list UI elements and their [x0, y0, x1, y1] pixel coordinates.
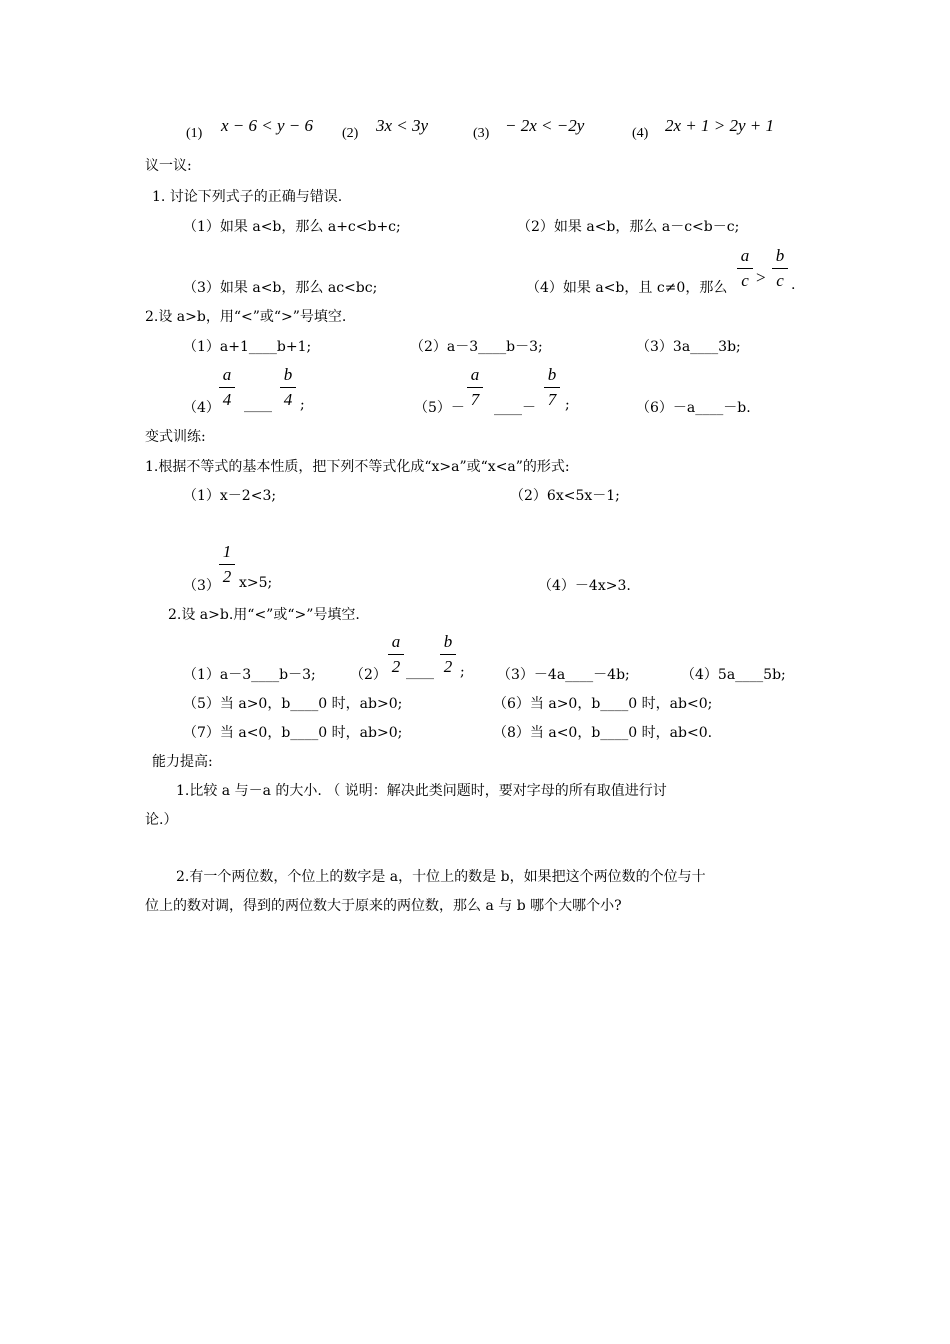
variant-fraction-a-over-2	[388, 632, 404, 677]
discuss-fraction-a-over-c	[737, 246, 753, 291]
top-item-expr-2: 3x < 3y	[376, 116, 429, 135]
discuss-q2-item-5: （5）－	[414, 400, 465, 416]
discuss-q2-item-1: （1）a+1____b+1;	[183, 339, 312, 355]
variant-q1-item-2: （2）6x<5x－1;	[510, 488, 620, 504]
top-item-label-1: (1)	[186, 126, 203, 141]
top-item-expr-1: x − 6 < y − 6	[221, 116, 314, 135]
discuss-fraction-a-over-7	[467, 365, 483, 410]
discuss-q2-title: 2.设 a>b，用“<”或“>”号填空.	[145, 309, 347, 325]
fraction-numerator: a	[222, 365, 232, 384]
fraction-bar	[219, 387, 235, 388]
discuss-q1-item-4-tail: .	[791, 277, 796, 293]
discuss-heading: 议一议:	[145, 158, 192, 174]
top-item-label-2: (2)	[342, 126, 359, 141]
fraction-denominator: 2	[222, 567, 232, 586]
fraction-bar	[467, 387, 483, 388]
fraction-numerator: a	[740, 246, 750, 265]
variant-q1-item-1: （1）x－2<3;	[183, 488, 277, 504]
fraction-bar	[737, 268, 753, 269]
fraction-numerator: a	[391, 632, 401, 651]
variant-q1-title: 1.根据不等式的基本性质，把下列不等式化成“x>a”或“x<a”的形式:	[145, 459, 570, 475]
fraction-numerator: a	[470, 365, 480, 384]
variant-q2-item-6: （6）当 a>0，b____0 时，ab<0;	[493, 696, 713, 712]
fraction-denominator: c	[776, 271, 784, 290]
fraction-denominator: 2	[391, 657, 401, 676]
variant-q2-blank-2: ____	[406, 664, 434, 680]
variant-q2-title: 2.设 a>b.用“<”或“>”号填空.	[168, 607, 360, 623]
improve-q1-line-1: 1.比较 a 与－a 的大小. （ 说明：解决此类问题时，要对字母的所有取值进行讨	[176, 783, 667, 799]
fraction-numerator: 1	[222, 542, 232, 561]
fraction-denominator: c	[741, 271, 749, 290]
discuss-q2-blank-5: ____－	[494, 400, 536, 416]
variant-q2-item-1: （1）a－3____b－3;	[183, 667, 316, 683]
fraction-denominator: 2	[443, 657, 453, 676]
fraction-bar	[219, 564, 235, 565]
discuss-gt-symbol: >	[756, 268, 766, 287]
discuss-q2-item-6: （6）－a____－b.	[636, 400, 751, 416]
top-item-label-3: (3)	[473, 126, 490, 141]
fraction-bar	[772, 268, 788, 269]
discuss-q1-item-1: （1）如果 a<b，那么 a+c<b+c;	[183, 219, 401, 235]
fraction-bar	[280, 387, 296, 388]
improve-heading: 能力提高:	[152, 754, 213, 770]
improve-q2-line-2: 位上的数对调，得到的两位数大于原来的两位数，那么 a 与 b 哪个大哪个小?	[145, 898, 622, 914]
fraction-bar	[440, 654, 456, 655]
variant-q2-item-5: （5）当 a>0，b____0 时，ab>0;	[183, 696, 403, 712]
variant-q2-item-3: （3）－4a____－4b;	[497, 667, 630, 683]
fraction-denominator: 7	[470, 390, 480, 409]
variant-q2-item-2: （2）	[350, 667, 387, 683]
variant-q2-item-7: （7）当 a<0，b____0 时，ab>0;	[183, 725, 403, 741]
discuss-fraction-b-over-7	[544, 365, 560, 410]
discuss-q1-item-2: （2）如果 a<b，那么 a－c<b－c;	[517, 219, 740, 235]
improve-q1-line-2: 论.）	[145, 812, 178, 828]
fraction-bar	[544, 387, 560, 388]
variant-q2-item-4: （4）5a____5b;	[681, 667, 786, 683]
discuss-q1-item-3: （3）如果 a<b，那么 ac<bc;	[183, 280, 378, 296]
top-item-expr-3: − 2x < −2y	[505, 116, 585, 135]
fraction-denominator: 4	[222, 390, 232, 409]
discuss-fraction-b-over-c	[772, 246, 788, 291]
variant-heading: 变式训练:	[145, 429, 206, 445]
variant-q1-item-3-tail: x>5;	[239, 575, 273, 591]
fraction-numerator: b	[775, 246, 785, 265]
variant-fraction-1-over-2	[219, 542, 235, 587]
discuss-q1-title: 1. 讨论下列式子的正确与错误.	[152, 189, 343, 205]
variant-fraction-b-over-2	[440, 632, 456, 677]
variant-q1-item-4: （4）－4x>3.	[538, 578, 631, 594]
discuss-q2-tail-4: ;	[300, 397, 305, 413]
variant-q2-item-8: （8）当 a<0，b____0 时，ab<0.	[493, 725, 713, 741]
discuss-q2-item-2: （2）a－3____b－3;	[410, 339, 543, 355]
top-item-expr-4: 2x + 1 > 2y + 1	[665, 116, 775, 135]
discuss-fraction-a-over-4	[219, 365, 235, 410]
fraction-bar	[388, 654, 404, 655]
discuss-q2-item-3: （3）3a____3b;	[636, 339, 741, 355]
top-item-label-4: (4)	[632, 126, 649, 141]
variant-q2-tail-2: ;	[460, 664, 465, 680]
fraction-numerator: b	[443, 632, 453, 651]
fraction-numerator: b	[283, 365, 293, 384]
discuss-q2-blank-4: ____	[244, 397, 272, 413]
discuss-fraction-b-over-4	[280, 365, 296, 410]
variant-q1-item-3: （3）	[183, 578, 220, 594]
discuss-q2-tail-5: ;	[565, 397, 570, 413]
improve-q2-line-1: 2.有一个两位数，个位上的数字是 a，十位上的数是 b，如果把这个两位数的个位与十	[176, 869, 706, 885]
discuss-q1-item-4: （4）如果 a<b，且 c≠0，那么	[526, 280, 728, 296]
fraction-numerator: b	[547, 365, 557, 384]
fraction-denominator: 7	[547, 390, 557, 409]
fraction-denominator: 4	[283, 390, 293, 409]
discuss-q2-item-4: （4）	[183, 400, 220, 416]
